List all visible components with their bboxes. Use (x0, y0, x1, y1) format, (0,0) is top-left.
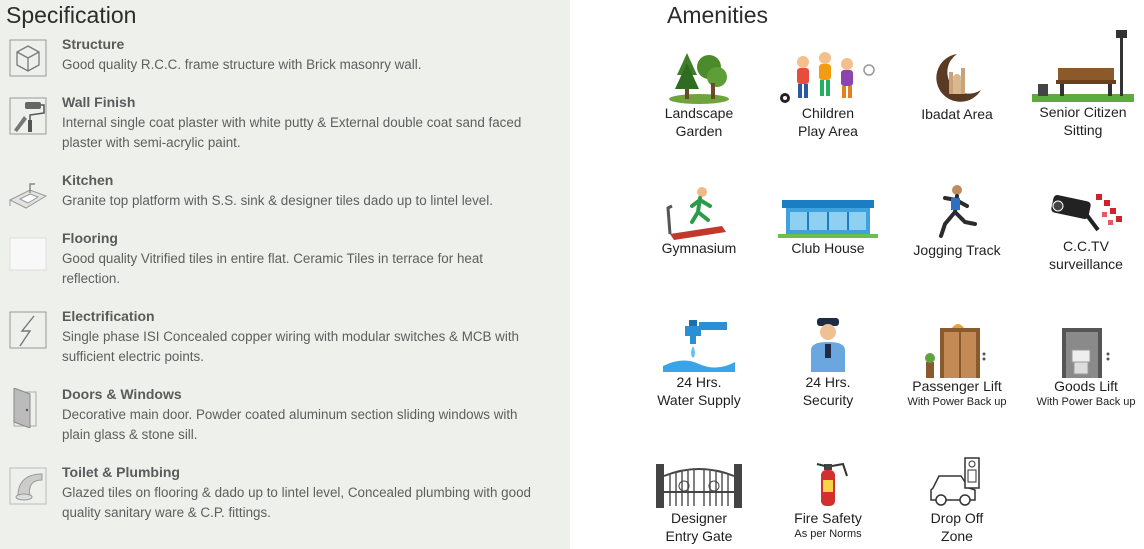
kitchen-sink-icon (8, 174, 48, 214)
amenity-label: Senior Citizen Sitting (1039, 104, 1127, 138)
door-icon (8, 388, 48, 428)
lightning-icon (8, 310, 48, 350)
amenity-label: Jogging Track (913, 242, 1001, 258)
amenity-goods-lift (1022, 326, 1144, 409)
amenity-club-house (764, 192, 892, 258)
treadmill-icon (664, 186, 734, 240)
spec-text: Good quality R.C.C. frame structure with Brick masonry wall. (62, 57, 422, 72)
cube-structure-icon (8, 38, 48, 78)
club-house-icon (778, 192, 878, 240)
amenity-gymnasium (635, 186, 763, 258)
fire-extinguisher-icon (803, 456, 853, 510)
amenity-jogging-track (893, 184, 1021, 260)
amenity-senior-citizen-sitting (1019, 28, 1144, 139)
amenity-label: Fire Safety (794, 510, 862, 526)
amenity-cctv (1022, 190, 1144, 273)
spec-heading: Toilet & Plumbing (62, 464, 180, 480)
spec-text: Granite top platform with S.S. sink & designer tiles dado up to lintel level. (62, 193, 493, 208)
amenity-drop-off-zone (893, 454, 1021, 545)
amenity-label: Ibadat Area (921, 106, 993, 122)
toilet-icon (8, 466, 48, 506)
spec-heading: Wall Finish (62, 94, 136, 110)
children-playing-icon (773, 50, 883, 105)
amenity-label: 24 Hrs. Water Supply (657, 374, 741, 408)
spec-heading: Electrification (62, 308, 155, 324)
spec-text: Single phase ISI Concealed copper wiring with modular switches & MCB with sufficient electric points. (62, 329, 519, 364)
spec-heading: Kitchen (62, 172, 114, 188)
spec-heading: Structure (62, 36, 125, 52)
garden-trees-icon (667, 45, 731, 105)
amenity-label: Gymnasium (661, 240, 737, 256)
water-tap-icon (659, 318, 739, 374)
spec-text: Good quality Vitrified tiles in entire flat. Ceramic Tiles in terrace for heat reflection. (62, 251, 484, 286)
cctv-camera-icon (1046, 190, 1126, 238)
amenity-label: Goods Lift (1054, 378, 1118, 394)
amenity-sublabel: With Power Back up (907, 395, 1007, 408)
passenger-lift-icon (922, 318, 992, 378)
specification-panel (0, 0, 570, 549)
amenity-security (764, 316, 892, 409)
amenity-label: 24 Hrs. Security (802, 374, 854, 408)
amenity-children-play-area (764, 50, 892, 140)
runner-icon (927, 184, 987, 242)
amenity-label: Club House (791, 240, 865, 256)
goods-lift-icon (1056, 326, 1116, 378)
amenities-title: Amenities (667, 2, 768, 28)
amenity-ibadat-area (893, 50, 1021, 124)
spec-text: Internal single coat plaster with white putty & External double coat sand faced plaster with semi-acrylic paint. (62, 115, 522, 150)
paint-roller-icon (8, 96, 48, 136)
amenity-water-supply (635, 318, 763, 409)
drop-off-car-icon (925, 454, 989, 510)
mosque-moon-icon (927, 50, 987, 106)
spec-text: Glazed tiles on flooring & dado up to lintel level, Concealed plumbing with good quality sanitary ware & C.P. fittings. (62, 485, 531, 520)
amenity-sublabel: With Power Back up (1036, 395, 1136, 408)
specification-title: Specification (6, 2, 137, 28)
amenity-label: Designer Entry Gate (665, 510, 733, 544)
security-guard-icon (803, 316, 853, 374)
park-bench-icon (1028, 28, 1138, 104)
amenity-fire-safety (764, 456, 892, 541)
amenity-passenger-lift (893, 318, 1021, 409)
amenity-label: Passenger Lift (912, 378, 1002, 394)
iron-gate-icon (654, 458, 744, 510)
amenity-label: C.C.TV surveillance (1049, 238, 1123, 272)
amenity-sublabel: As per Norms (794, 527, 862, 540)
floor-tile-icon (8, 232, 48, 272)
spec-text: Decorative main door. Powder coated aluminum section sliding windows with plain glass & stone sill. (62, 407, 518, 442)
spec-heading: Doors & Windows (62, 386, 182, 402)
amenity-label: Landscape Garden (664, 105, 734, 139)
amenity-label: Drop Off Zone (930, 510, 984, 544)
amenity-landscape-garden (635, 45, 763, 140)
spec-heading: Flooring (62, 230, 118, 246)
amenity-entry-gate (635, 458, 763, 545)
amenity-label: Children Play Area (798, 105, 858, 139)
